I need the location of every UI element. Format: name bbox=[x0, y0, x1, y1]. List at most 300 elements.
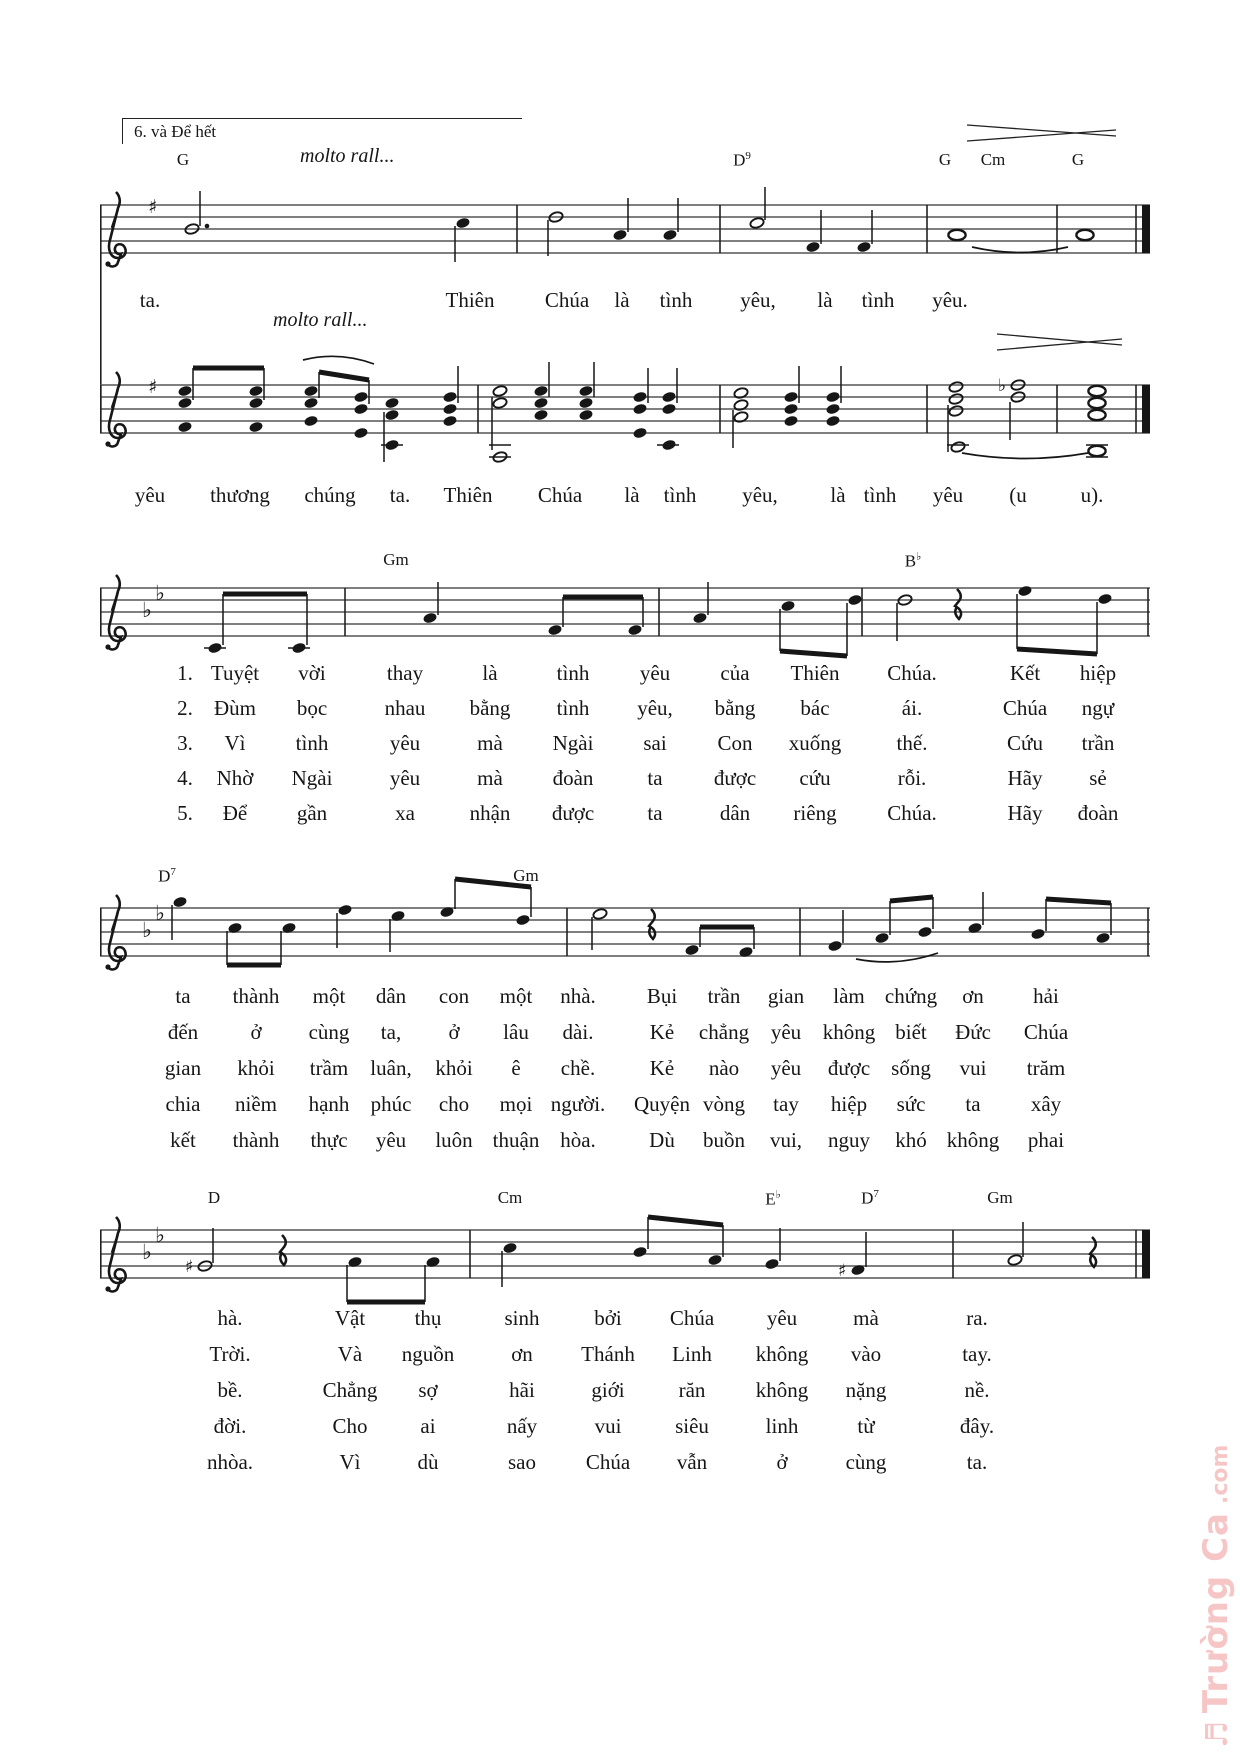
lyric-word: Cứu bbox=[1007, 731, 1043, 755]
lyric-word: thành bbox=[232, 1128, 280, 1152]
lyric-word: yêu bbox=[770, 1056, 802, 1080]
lyric-word: xây bbox=[1030, 1092, 1062, 1116]
lyric-word: không bbox=[755, 1342, 809, 1366]
note bbox=[172, 896, 188, 940]
lyric-word: yêu bbox=[389, 766, 421, 790]
lyric-word: khỏi bbox=[435, 1056, 473, 1080]
lyric-word: hà. bbox=[217, 1306, 243, 1330]
lyric-word: là bbox=[624, 483, 640, 507]
chord-symbol: G bbox=[938, 150, 952, 169]
lyric-word: yêu, bbox=[742, 483, 778, 507]
lyric-word: thuận bbox=[492, 1128, 540, 1152]
lyric-word: tình bbox=[556, 661, 590, 685]
lyric-word: 3. bbox=[177, 731, 193, 755]
lyric-word: chẳng bbox=[698, 1020, 750, 1044]
lyric-word: nguy bbox=[828, 1128, 870, 1152]
lyric-word: con bbox=[438, 984, 470, 1008]
lyric-word: thay bbox=[386, 661, 424, 685]
lyric-word: luôn bbox=[435, 1128, 473, 1152]
lyric-word: hạnh bbox=[308, 1092, 350, 1116]
lyric-word: Hãy bbox=[1007, 766, 1043, 790]
lyric-word: khỏi bbox=[237, 1056, 275, 1080]
lyric-word: được bbox=[827, 1056, 871, 1080]
lyric-word: yêu bbox=[134, 483, 166, 507]
beam bbox=[1046, 899, 1111, 903]
key-flat-icon: ♭ bbox=[142, 1240, 152, 1264]
lyric-word: cùng bbox=[308, 1020, 350, 1044]
lyric-word: ở bbox=[250, 1020, 262, 1044]
lyric-word: dài. bbox=[562, 1020, 594, 1044]
final-barline-thick bbox=[1142, 205, 1150, 253]
lyric-word: vui, bbox=[769, 1128, 803, 1152]
note bbox=[248, 397, 263, 410]
key-flat-icon: ♭ bbox=[155, 901, 165, 925]
lyric-word: hãi bbox=[509, 1378, 535, 1402]
note bbox=[303, 385, 318, 398]
chord-symbol: Cm bbox=[497, 1188, 523, 1207]
lyric-word: trầm bbox=[309, 1056, 349, 1080]
lyric-word: Để bbox=[222, 801, 248, 825]
lyric-word: của bbox=[720, 661, 750, 685]
music-note-icon: ♬ bbox=[1200, 1721, 1235, 1748]
lyric-word: Và bbox=[337, 1342, 363, 1366]
lyric-word: nhà. bbox=[560, 984, 596, 1008]
note bbox=[825, 403, 840, 416]
volta-label: 6. và Để hết bbox=[134, 122, 217, 141]
tie bbox=[303, 356, 374, 364]
lyric-word: ta. bbox=[966, 1450, 988, 1474]
lyric-word: Đức bbox=[955, 1020, 991, 1044]
quarter-rest-icon bbox=[955, 589, 961, 619]
lyric-word: tình bbox=[659, 288, 693, 312]
lyric-word: yêu bbox=[389, 731, 421, 755]
note bbox=[533, 385, 548, 398]
note bbox=[492, 385, 508, 398]
beam bbox=[648, 1217, 723, 1225]
lyric-word: không bbox=[755, 1378, 809, 1402]
lyric-word: tình bbox=[556, 696, 590, 720]
lyric-word: sinh bbox=[504, 1306, 540, 1330]
lyric-word: 1. bbox=[177, 661, 193, 685]
beam bbox=[890, 897, 933, 901]
note bbox=[1088, 410, 1105, 420]
lyric-word: sức bbox=[896, 1092, 926, 1116]
note bbox=[1088, 398, 1105, 408]
verse-system-2 bbox=[100, 879, 1150, 970]
note bbox=[733, 410, 749, 448]
note bbox=[783, 391, 798, 404]
lyric-word: trần bbox=[1081, 731, 1115, 755]
lyric-word: Thánh bbox=[581, 1342, 635, 1366]
key-sharp-icon: ♯ bbox=[148, 196, 158, 218]
lyric-word: thế. bbox=[896, 731, 928, 755]
lyric-word: ta. bbox=[139, 288, 161, 312]
lyric-word: được bbox=[551, 801, 595, 825]
note bbox=[185, 1228, 213, 1277]
lyric-word: yêu. bbox=[932, 288, 968, 312]
lyric-word: Chúa bbox=[1002, 696, 1048, 720]
note bbox=[948, 393, 964, 406]
lyric-word: buồn bbox=[703, 1128, 745, 1152]
note bbox=[455, 217, 471, 262]
lyric-word: ở bbox=[776, 1450, 788, 1474]
lyric-word: linh bbox=[765, 1414, 799, 1438]
chord-symbol: B♭ bbox=[904, 551, 922, 571]
note bbox=[1007, 1222, 1023, 1266]
chord-symbol: Gm bbox=[383, 550, 409, 569]
lyric-word: một bbox=[499, 984, 533, 1008]
chord-symbol: $D^7$ bbox=[158, 866, 176, 886]
lyric-word: Trời. bbox=[209, 1342, 251, 1366]
lyric-word: tình bbox=[863, 483, 897, 507]
key-flat-icon: ♭ bbox=[155, 1223, 165, 1247]
lyric-word: ở bbox=[448, 1020, 460, 1044]
lyric-word: trần bbox=[707, 984, 741, 1008]
decrescendo-hairpin bbox=[997, 339, 1122, 350]
lyric-word: nào bbox=[708, 1056, 740, 1080]
final-barline-thick bbox=[1142, 385, 1150, 433]
lyric-word: ơn bbox=[962, 984, 984, 1008]
lyric-word: cùng bbox=[845, 1450, 887, 1474]
quarter-rest-icon bbox=[280, 1235, 286, 1265]
lyric-word: trăm bbox=[1026, 1056, 1066, 1080]
lyric-word: ái. bbox=[901, 696, 923, 720]
tie bbox=[972, 247, 1068, 253]
lyric-word: yêu bbox=[766, 1306, 798, 1330]
lyric-word: mà bbox=[477, 766, 503, 790]
lyric-word: lâu bbox=[503, 1020, 529, 1044]
note bbox=[749, 187, 765, 229]
sharp-icon: ♯ bbox=[185, 1257, 194, 1277]
lyric-word: Chúa bbox=[544, 288, 590, 312]
lyric-word: được bbox=[713, 766, 757, 790]
beam bbox=[319, 372, 369, 380]
lyric-word: chúng bbox=[304, 483, 356, 507]
note bbox=[967, 892, 983, 934]
note bbox=[533, 397, 548, 410]
lyric-word: vui bbox=[959, 1056, 987, 1080]
lyric-word: không bbox=[946, 1128, 1000, 1152]
note bbox=[1088, 386, 1105, 396]
note bbox=[492, 397, 508, 410]
note bbox=[948, 405, 966, 453]
lyric-word: riêng bbox=[793, 801, 837, 825]
note bbox=[948, 381, 964, 394]
lyric-word: tình bbox=[861, 288, 895, 312]
treble-clef-dot bbox=[105, 441, 110, 446]
lyric-word: chứng bbox=[884, 984, 938, 1008]
lyric-word: vẫn bbox=[676, 1450, 708, 1474]
lyric-word: ê bbox=[511, 1056, 521, 1080]
lyric-word: Chúa bbox=[669, 1306, 715, 1330]
lyric-word: mọi bbox=[499, 1092, 533, 1116]
lyric-word: vời bbox=[298, 661, 326, 685]
lyric-word: thương bbox=[210, 483, 270, 507]
note bbox=[917, 897, 933, 938]
sharp-icon: ♯ bbox=[838, 1261, 847, 1281]
final-barline-thick bbox=[1142, 1230, 1150, 1278]
note bbox=[1017, 585, 1033, 649]
note bbox=[439, 879, 455, 918]
decrescendo-hairpin bbox=[967, 125, 1116, 136]
lyric-word: thực bbox=[310, 1128, 348, 1152]
lyric-word: chia bbox=[165, 1092, 201, 1116]
note bbox=[764, 1228, 780, 1270]
note bbox=[632, 391, 647, 404]
lyric-word: u). bbox=[1080, 483, 1104, 507]
lyric-word: người. bbox=[550, 1092, 606, 1116]
lyric-word: dù bbox=[417, 1450, 439, 1474]
lyric-word: bác bbox=[800, 696, 830, 720]
note bbox=[303, 397, 318, 410]
lyric-word: ra. bbox=[966, 1306, 988, 1330]
lyric-word: không bbox=[822, 1020, 876, 1044]
lyric-word: Thiên bbox=[443, 483, 493, 507]
lyric-word: yêu bbox=[639, 661, 671, 685]
lyric-word: nấy bbox=[506, 1414, 538, 1438]
lyric-word: 2. bbox=[177, 696, 193, 720]
lyric-word: sợ bbox=[418, 1378, 438, 1402]
lyric-word: Thiên bbox=[790, 661, 840, 685]
lyric-word: một bbox=[312, 984, 346, 1008]
chord-symbol: $D^9$ bbox=[733, 150, 751, 170]
verse-system-3 bbox=[100, 1217, 1150, 1302]
note bbox=[897, 594, 913, 641]
lyric-word: luân, bbox=[370, 1056, 412, 1080]
lyric-word: chề. bbox=[560, 1056, 596, 1080]
lyric-word: ta bbox=[965, 1092, 981, 1116]
note bbox=[847, 594, 863, 656]
lyric-word: Bụi bbox=[646, 984, 678, 1008]
lyric-word: Chúa. bbox=[887, 661, 937, 685]
lyric-word: khó bbox=[895, 1128, 927, 1152]
lyric-word: bọc bbox=[296, 696, 328, 720]
lyric-word: dân bbox=[719, 801, 751, 825]
note bbox=[661, 391, 676, 404]
lyric-word: gian bbox=[767, 984, 805, 1008]
lyric-word: sống bbox=[891, 1056, 931, 1080]
beam bbox=[1017, 649, 1097, 654]
note bbox=[177, 385, 192, 398]
lyric-word: gian bbox=[164, 1056, 202, 1080]
lyric-word: sẻ bbox=[1089, 766, 1107, 790]
lyric-word: hiệp bbox=[1079, 661, 1117, 685]
treble-clef-dot bbox=[105, 644, 110, 649]
lyric-word: yêu bbox=[932, 483, 964, 507]
lyric-word: Đùm bbox=[214, 696, 256, 720]
lyric-word: niềm bbox=[235, 1092, 277, 1116]
lyric-word: mà bbox=[477, 731, 503, 755]
lyric-word: yêu, bbox=[637, 696, 673, 720]
lyric-word: phúc bbox=[370, 1092, 412, 1116]
lyric-word: hòa. bbox=[560, 1128, 596, 1152]
treble-clef-dot bbox=[105, 261, 110, 266]
lyric-word: xa bbox=[395, 801, 415, 825]
lyric-word: bằng bbox=[469, 696, 511, 720]
lyric-word: ta. bbox=[389, 483, 411, 507]
lyric-word: là bbox=[614, 288, 630, 312]
lyric-word: sao bbox=[508, 1450, 536, 1474]
lyric-word: đến bbox=[167, 1020, 199, 1044]
lyric-word: Kẻ bbox=[649, 1020, 675, 1044]
lyric-word: đoàn bbox=[552, 766, 594, 790]
lyric-word: vòng bbox=[703, 1092, 745, 1116]
note bbox=[177, 397, 192, 410]
lyric-word: Chúa bbox=[1023, 1020, 1069, 1044]
note bbox=[384, 397, 399, 410]
lyric-word: tình bbox=[663, 483, 697, 507]
lyric-word: Linh bbox=[672, 1342, 712, 1366]
note bbox=[632, 403, 647, 416]
note bbox=[827, 910, 843, 952]
watermark-text: Trường Ca bbox=[1196, 1512, 1236, 1714]
lyric-word: từ bbox=[857, 1414, 875, 1438]
lyric-word: thành bbox=[232, 984, 280, 1008]
lyric-word: Hãy bbox=[1007, 801, 1043, 825]
key-flat-icon: ♭ bbox=[142, 598, 152, 622]
lyric-word: ai bbox=[420, 1414, 436, 1438]
note bbox=[632, 368, 648, 439]
lyric-word: Vật bbox=[334, 1306, 366, 1330]
chord-symbol: Gm bbox=[513, 866, 539, 885]
note bbox=[578, 397, 593, 410]
lyric-word: ngự bbox=[1081, 696, 1115, 720]
note bbox=[248, 385, 263, 398]
lyric-word: Cho bbox=[332, 1414, 368, 1438]
treble-clef-dot bbox=[105, 964, 110, 969]
note bbox=[627, 597, 643, 636]
lyric-word: ta bbox=[647, 801, 663, 825]
lyric-word: là bbox=[482, 661, 498, 685]
lyric-word: Kết bbox=[1009, 661, 1041, 685]
lyric-word: nguồn bbox=[401, 1342, 455, 1366]
key-flat-icon: ♭ bbox=[155, 581, 165, 605]
beam bbox=[780, 651, 847, 656]
lyric-word: yêu bbox=[770, 1020, 802, 1044]
note bbox=[442, 391, 457, 404]
lyric-word: Quyện bbox=[634, 1092, 690, 1116]
tempo-marking: molto rall... bbox=[300, 145, 395, 167]
note bbox=[384, 409, 399, 422]
lyric-word: Dù bbox=[649, 1128, 675, 1152]
lyric-word: xuống bbox=[788, 731, 842, 755]
lyric-word: Ngài bbox=[291, 766, 333, 790]
note bbox=[353, 403, 368, 416]
lyric-word: Con bbox=[717, 731, 753, 755]
note bbox=[838, 1232, 866, 1281]
lyric-word: Chúa. bbox=[887, 801, 937, 825]
treble-clef-dot bbox=[105, 1286, 110, 1291]
key-flat-icon: ♭ bbox=[142, 918, 152, 942]
lyric-word: thụ bbox=[414, 1306, 442, 1330]
note bbox=[707, 1225, 723, 1266]
note bbox=[347, 1256, 363, 1302]
lyric-word: rỗi. bbox=[897, 766, 927, 790]
lyric-word: phai bbox=[1027, 1128, 1065, 1152]
lyric-word: hiệp bbox=[830, 1092, 868, 1116]
lyric-word: sai bbox=[643, 731, 667, 755]
lyric-word: nề. bbox=[964, 1378, 990, 1402]
lyric-word: cho bbox=[438, 1092, 470, 1116]
lyric-word: Nhờ bbox=[216, 766, 254, 790]
chord-symbol: E♭ bbox=[765, 1189, 781, 1209]
lyric-word: siêu bbox=[675, 1414, 709, 1438]
lyric-word: tay bbox=[773, 1092, 799, 1116]
lyric-word: hải bbox=[1033, 984, 1059, 1008]
lyric-word: nhòa. bbox=[206, 1450, 254, 1474]
note bbox=[578, 385, 593, 398]
chord-symbol: Cm bbox=[980, 150, 1006, 169]
lyric-word: dân bbox=[375, 984, 407, 1008]
lyric-word: ta, bbox=[380, 1020, 402, 1044]
lyric-word: răn bbox=[678, 1378, 706, 1402]
watermark bbox=[1196, 1444, 1238, 1748]
note bbox=[948, 405, 964, 418]
chord-symbol: D bbox=[207, 1188, 221, 1207]
lyric-word: ta bbox=[175, 984, 191, 1008]
decrescendo-hairpin bbox=[967, 130, 1116, 141]
decrescendo-hairpin bbox=[997, 334, 1122, 345]
lyric-word: Chúa bbox=[537, 483, 583, 507]
lyric-word: cứu bbox=[799, 766, 831, 790]
note bbox=[632, 1217, 648, 1258]
lyric-word: bề. bbox=[217, 1378, 243, 1402]
lyric-word: yêu bbox=[375, 1128, 407, 1152]
chord-symbol: G bbox=[176, 150, 190, 169]
lyric-word: biết bbox=[895, 1020, 927, 1044]
note bbox=[825, 391, 840, 404]
lyric-word: 4. bbox=[177, 766, 193, 790]
lyric-word: kết bbox=[170, 1128, 196, 1152]
lyric-word: là bbox=[830, 483, 846, 507]
lyric-word: nhận bbox=[469, 801, 511, 825]
lyric-word: làm bbox=[833, 984, 865, 1008]
watermark-suffix: .com bbox=[1208, 1444, 1233, 1505]
lyric-word: nhau bbox=[384, 696, 426, 720]
lyric-word: tay. bbox=[962, 1342, 992, 1366]
note bbox=[353, 391, 368, 404]
note bbox=[547, 597, 563, 636]
verse-system-1 bbox=[100, 575, 1150, 656]
note bbox=[1076, 230, 1093, 240]
lyric-word: Vì bbox=[224, 731, 246, 755]
tie bbox=[856, 953, 938, 962]
note bbox=[783, 403, 798, 416]
note bbox=[442, 403, 457, 416]
lyric-word: vào bbox=[850, 1342, 882, 1366]
note bbox=[390, 910, 406, 952]
lyric-word: ơn bbox=[511, 1342, 533, 1366]
lyric-word: giới bbox=[591, 1378, 625, 1402]
lyric-word: Chúa bbox=[585, 1450, 631, 1474]
lyric-word: bằng bbox=[714, 696, 756, 720]
note bbox=[661, 403, 676, 416]
lyric-word: Thiên bbox=[445, 288, 495, 312]
chord-symbol: $D^7$ bbox=[861, 1188, 879, 1208]
note bbox=[1088, 446, 1105, 456]
lyric-word: đoàn bbox=[1077, 801, 1119, 825]
quarter-rest-icon bbox=[649, 909, 655, 939]
lyric-word: mà bbox=[853, 1306, 879, 1330]
note bbox=[425, 1256, 441, 1302]
note bbox=[948, 230, 965, 240]
lyric-word: gần bbox=[296, 801, 328, 825]
accompaniment-system bbox=[100, 334, 1150, 463]
lyric-word: vui bbox=[594, 1414, 622, 1438]
lyric-word: Vì bbox=[339, 1450, 361, 1474]
lyric-word: đời. bbox=[213, 1414, 247, 1438]
note bbox=[337, 904, 353, 948]
